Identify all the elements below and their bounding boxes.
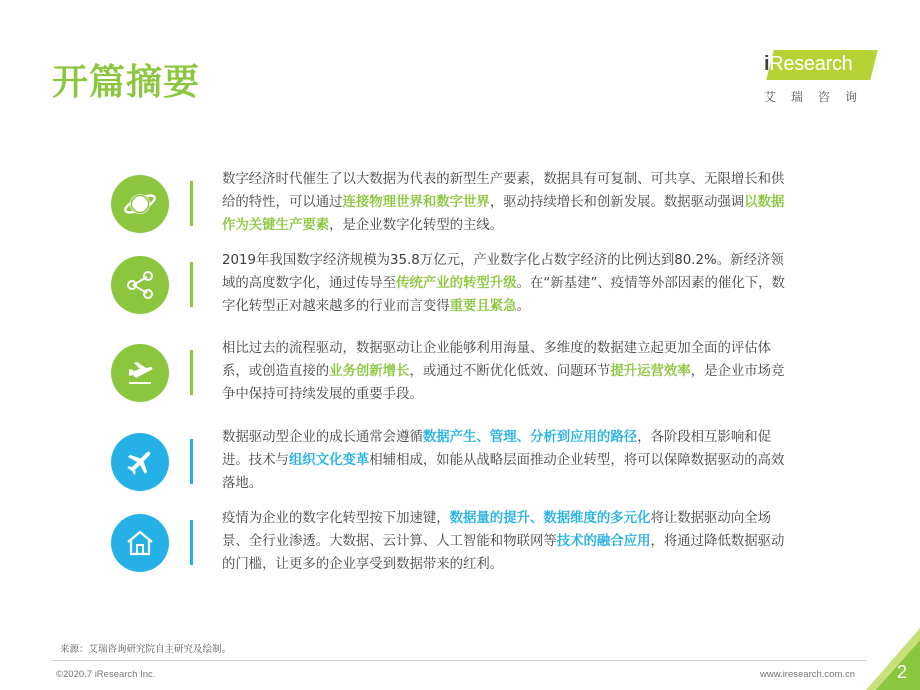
- corner-decoration: [866, 628, 920, 690]
- highlighted-phrase: 技术的融合应用: [556, 534, 651, 549]
- summary-item-2: [0, 253, 920, 326]
- item-icon-circle: [111, 344, 169, 402]
- item-text: [222, 426, 792, 495]
- summary-item-5: [0, 511, 920, 584]
- item-text: [222, 507, 792, 576]
- item-divider: [190, 181, 193, 226]
- text-segment: ，将通过降低数据驱动的门槛，让更多的企业享受到数据带来的红利。: [222, 534, 785, 572]
- logo-wordmark-rest: Research: [769, 53, 853, 75]
- text-segment: ，是企业市场竞争中保持可持续发展的重要手段。: [222, 364, 785, 402]
- highlighted-phrase: 提升运营效率: [610, 364, 691, 379]
- text-segment: 将让数据驱动向全场景、全行业渗透。大数据、云计算、人工智能和物联网等: [222, 511, 772, 549]
- item-icon-circle: [111, 514, 169, 572]
- item-divider: [190, 520, 193, 565]
- highlighted-phrase: 传统产业的转型升级: [396, 276, 517, 291]
- item-divider: [190, 262, 193, 307]
- page-title: 开篇摘要: [52, 62, 201, 103]
- text-segment: 相辅相成，如能从战略层面推动企业转型，将可以保障数据驱动的高效落地。: [222, 453, 785, 491]
- text-segment: ，驱动持续增长和创新发展。数据驱动强调: [489, 195, 745, 210]
- text-segment: 。在“新基建”、疫情等外部因素的催化下，数字化转型正对越来越多的行业而言变得: [222, 276, 785, 314]
- airplane-icon: [123, 445, 157, 479]
- highlighted-phrase: 数据量的提升、数据维度的多元化: [449, 511, 651, 526]
- copyright-text: ©2020.7 iResearch Inc.: [56, 669, 156, 680]
- item-divider: [190, 439, 193, 484]
- summary-item-1: [0, 172, 920, 245]
- page-number: 2: [897, 662, 908, 682]
- highlighted-phrase: 重要且紧急: [449, 299, 517, 314]
- text-segment: 疫情为企业的数字化转型按下加速键，: [222, 511, 450, 526]
- home-icon: [123, 526, 157, 560]
- iresearch-logo: [758, 50, 876, 106]
- footer-divider: [52, 660, 867, 661]
- text-segment: ，是企业数字化转型的主线。: [329, 218, 504, 233]
- logo-chinese-name: 艾瑞咨询: [764, 90, 873, 104]
- highlighted-phrase: 组织文化变革: [288, 453, 370, 468]
- item-icon-circle: [111, 175, 169, 233]
- highlighted-phrase: 以数据作为关键生产要素: [222, 195, 785, 233]
- text-segment: 相比过去的流程驱动，数据驱动让企业能够利用海量、多维度的数据建立起更加全面的评估体系，或创造直接的: [222, 341, 772, 379]
- text-segment: 2019年我国数字经济规模为35.8万亿元，产业数字化占数字经济的比例达到80.2%。新经济领域的高度数字化，通过传导至: [222, 253, 784, 291]
- highlighted-phrase: 连接物理世界和数字世界: [342, 195, 490, 210]
- item-icon-circle: [111, 433, 169, 491]
- item-text: [222, 249, 792, 318]
- summary-item-4: [0, 430, 920, 503]
- highlighted-phrase: 业务创新增长: [329, 364, 410, 379]
- website-url: www.iresearch.com.cn: [760, 669, 856, 680]
- highlighted-phrase: 数据产生、管理、分析到应用的路径: [422, 430, 638, 445]
- text-segment: 。: [516, 299, 530, 314]
- text-segment: ，或通过不断优化低效、问题环节: [409, 364, 611, 379]
- source-note: 来源：艾瑞咨询研究院自主研究及绘制。: [60, 644, 232, 655]
- takeoff-icon: [123, 356, 157, 390]
- share-icon: [123, 268, 157, 302]
- text-segment: 数据驱动型企业的成长通常会遵循: [222, 430, 423, 445]
- item-divider: [190, 350, 193, 395]
- logo-wordmark: [764, 53, 852, 76]
- planet-icon: [123, 187, 157, 221]
- item-text: [222, 168, 792, 237]
- summary-item-3: [0, 341, 920, 414]
- item-text: [222, 337, 792, 406]
- text-segment: ，各阶段相互影响和促进。技术与: [222, 430, 772, 468]
- text-segment: 数字经济时代催生了以大数据为代表的新型生产要素，数据具有可复制、可共享、无限增长和供给的特性，可以通过: [222, 172, 785, 210]
- logo-wordmark-prefix: i: [764, 53, 770, 75]
- item-icon-circle: [111, 256, 169, 314]
